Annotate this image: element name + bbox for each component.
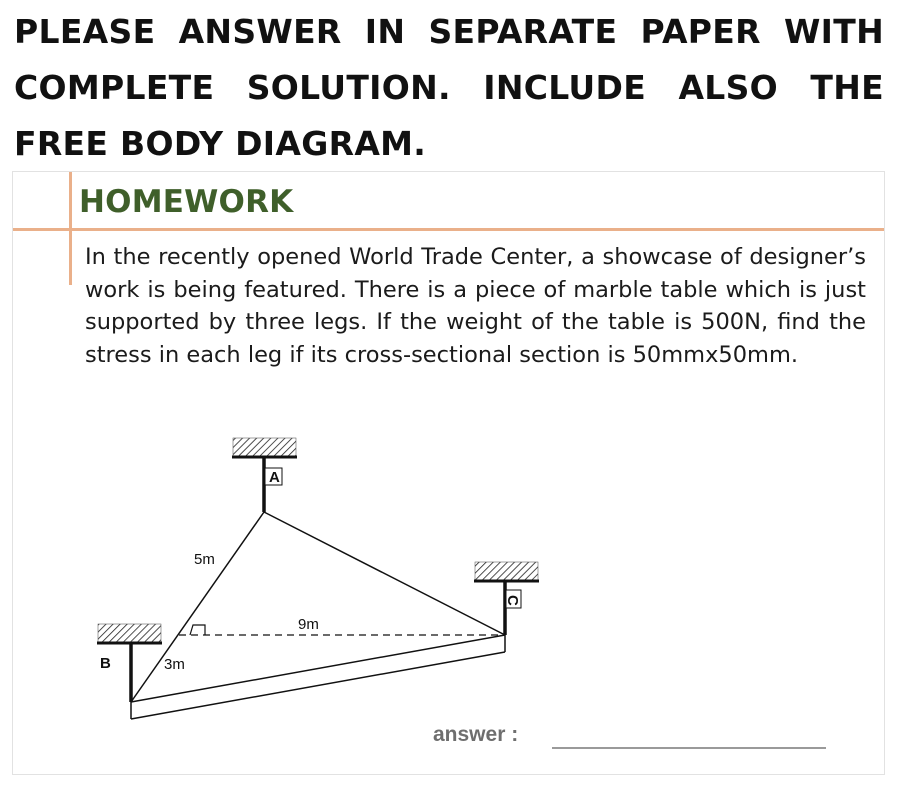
homework-title: HOMEWORK (79, 184, 294, 220)
support-a (232, 438, 297, 457)
support-c (474, 562, 539, 581)
problem-statement: In the recently opened World Trade Center, a showcase of designer’s work is being featured. There is a piece of marble table which is just supported by three legs. If the weight of the table is 500N, find the stress in each leg if its cross-sectional section is 50mmx50mm. (85, 244, 866, 368)
label-b: B (100, 655, 111, 672)
support-b (97, 624, 162, 643)
label-9m: 9m (298, 616, 319, 633)
answer-label: answer : (433, 723, 519, 746)
label-5m: 5m (194, 551, 215, 568)
table-diagram (13, 172, 884, 774)
right-angle-marker (190, 625, 205, 635)
label-c: C (504, 595, 521, 606)
answer-field[interactable] (552, 747, 826, 749)
label-3m: 3m (164, 656, 185, 673)
instruction-text: PLEASE ANSWER IN SEPARATE PAPER WITH COMPLETE SOLUTION. INCLUDE ALSO THE FREE BODY DIAGRAM. (14, 12, 884, 163)
label-a: A (269, 469, 280, 486)
homework-card (12, 171, 885, 775)
